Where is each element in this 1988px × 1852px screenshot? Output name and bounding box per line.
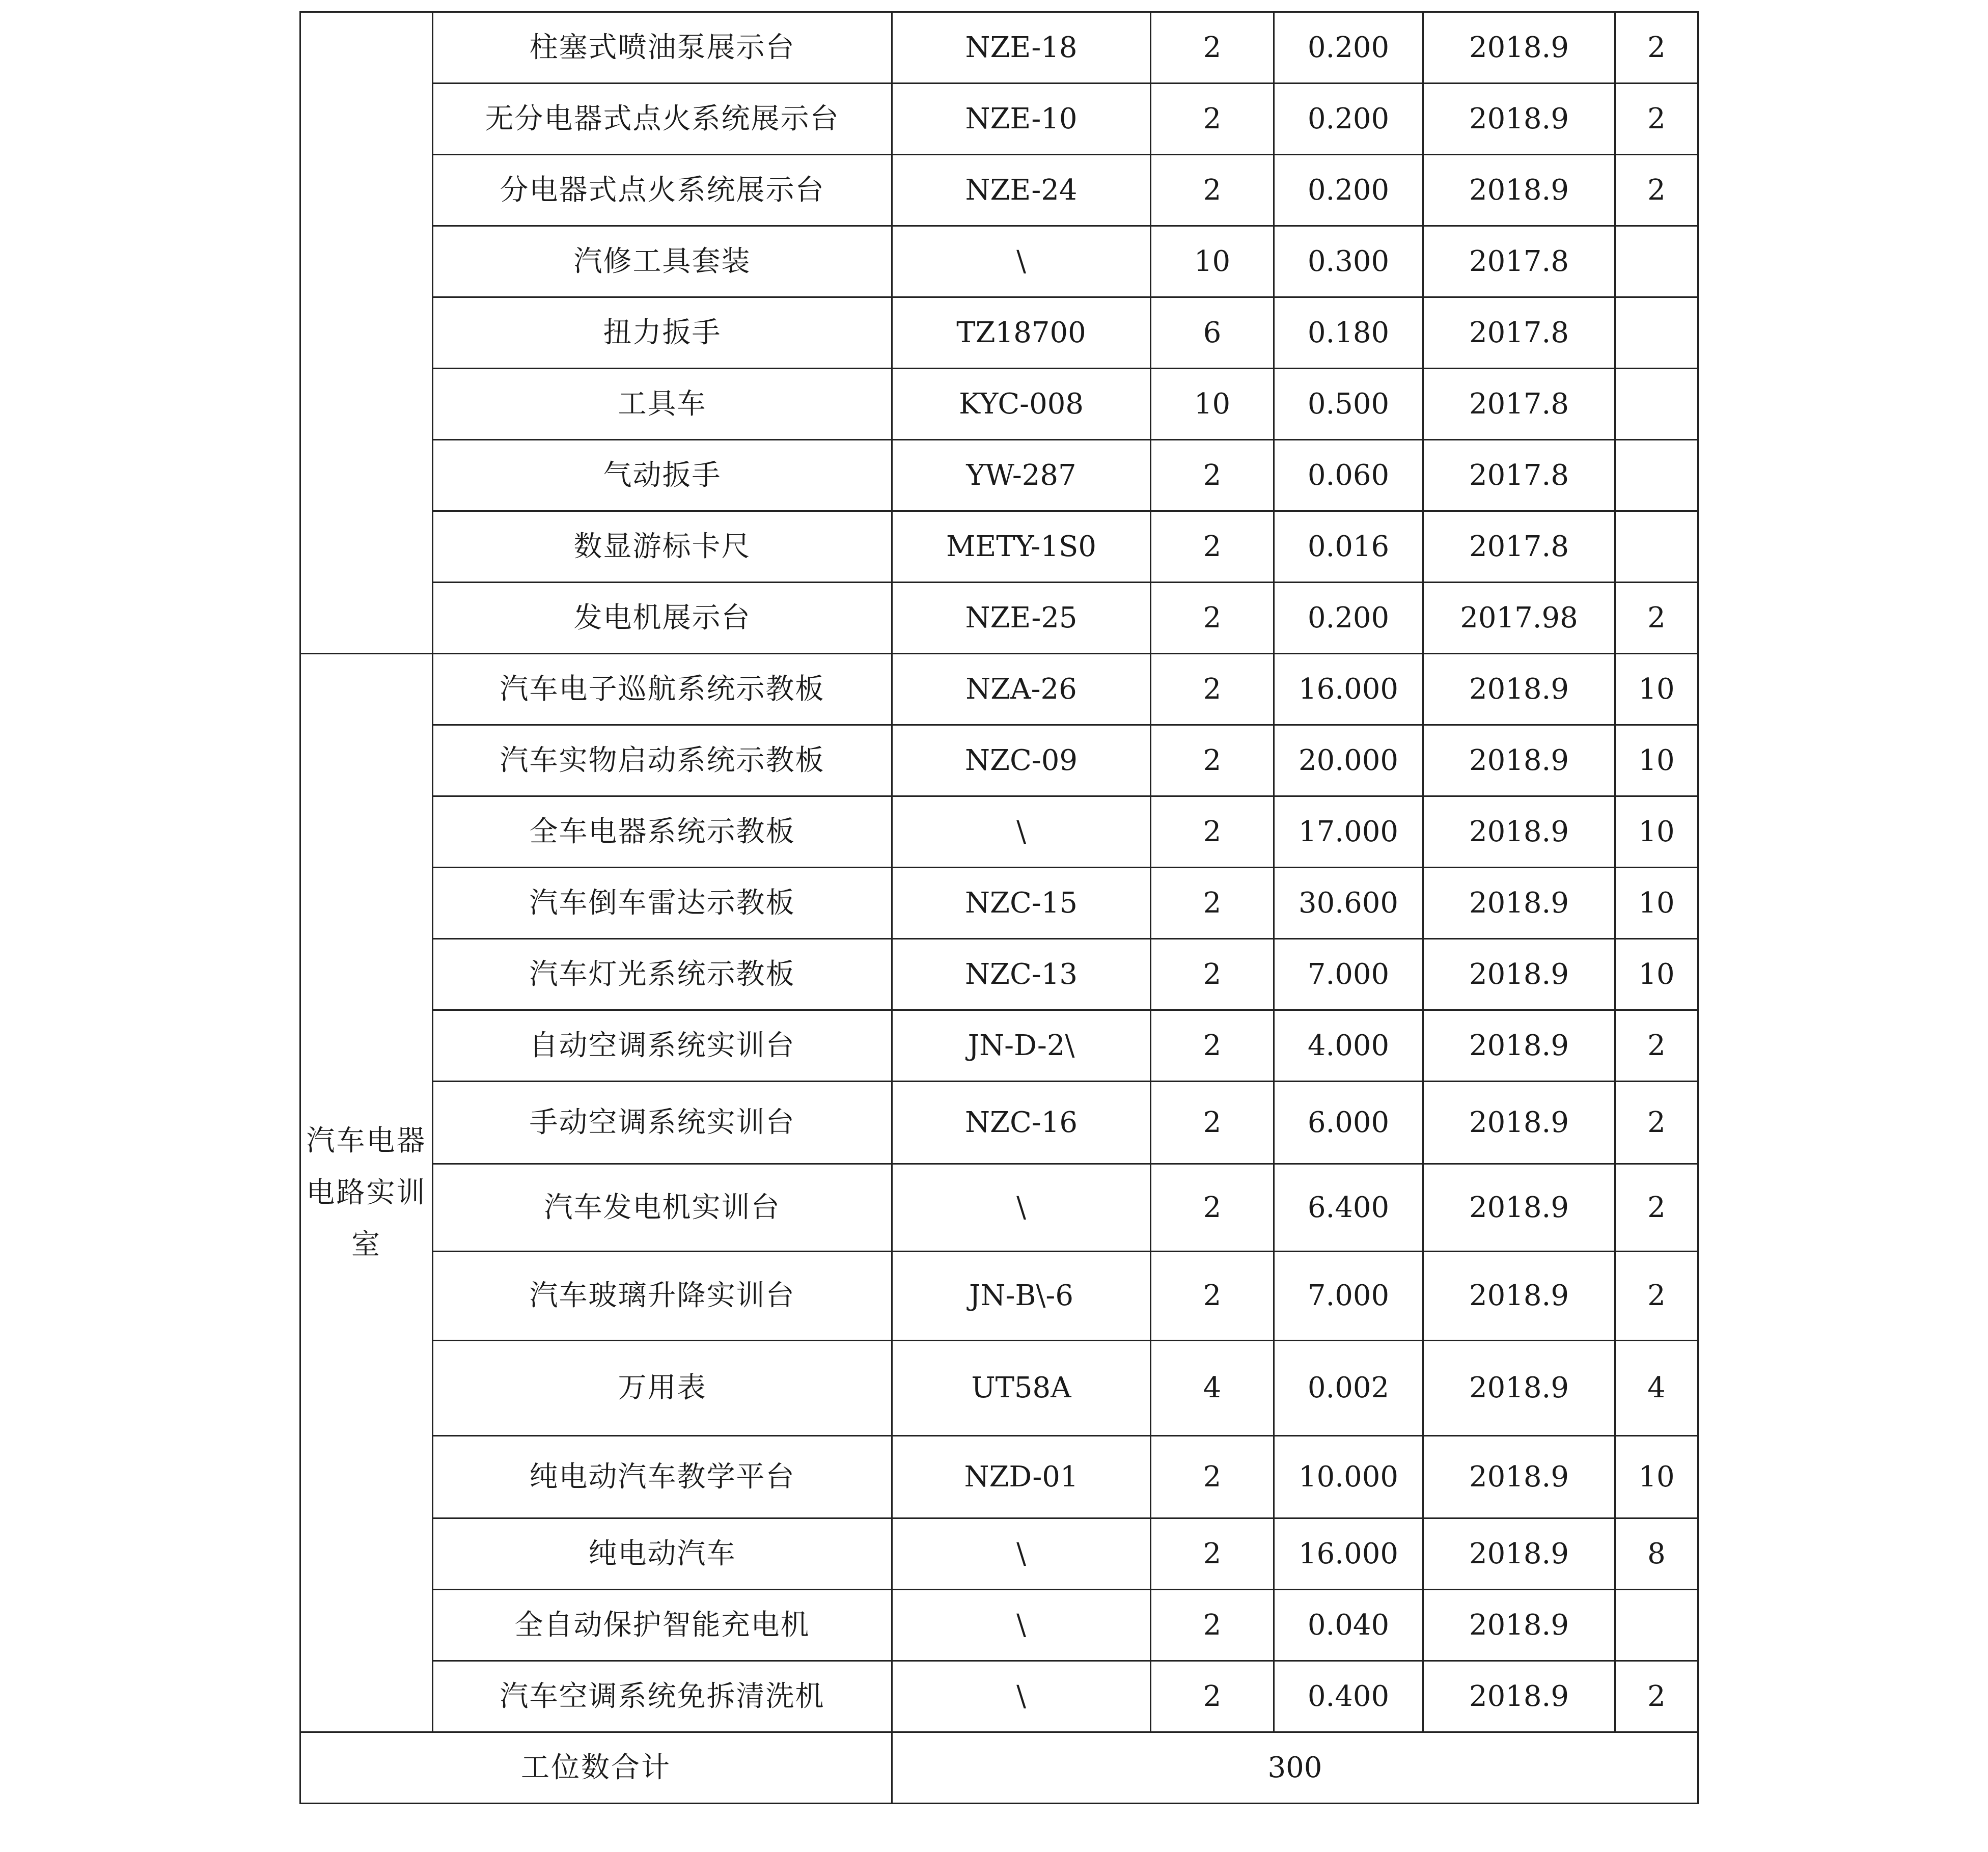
item-stations-cell: 2 [1615, 583, 1698, 654]
table-row [300, 1518, 1698, 1590]
item-stations-cell: 2 [1615, 1010, 1698, 1082]
item-name-cell: 全自动保护智能充电机 [433, 1590, 892, 1661]
item-qty-cell: 2 [1151, 155, 1274, 226]
item-model-cell: \ [892, 1518, 1151, 1590]
item-stations-cell: 2 [1615, 1164, 1698, 1252]
item-model-cell: JN-B\-6 [892, 1252, 1151, 1341]
equipment-table [299, 11, 1699, 1804]
table-row [300, 583, 1698, 654]
table-row [300, 1341, 1698, 1436]
item-date-cell: 2018.9 [1423, 725, 1615, 796]
item-stations-cell: 2 [1615, 12, 1698, 84]
item-date-cell: 2017.8 [1423, 369, 1615, 440]
item-name-cell: 汽车玻璃升降实训台 [433, 1252, 892, 1341]
item-name-cell: 自动空调系统实训台 [433, 1010, 892, 1082]
item-date-cell: 2018.9 [1423, 1082, 1615, 1164]
item-name-cell: 扭力扳手 [433, 297, 892, 369]
item-qty-cell: 2 [1151, 725, 1274, 796]
item-amount-cell: 30.600 [1274, 868, 1423, 939]
item-stations-cell: 10 [1615, 796, 1698, 868]
item-stations-cell [1615, 226, 1698, 297]
item-date-cell: 2018.9 [1423, 1661, 1615, 1732]
item-model-cell: JN-D-2\ [892, 1010, 1151, 1082]
item-model-cell: METY-1S0 [892, 511, 1151, 583]
item-name-cell: 万用表 [433, 1341, 892, 1436]
item-name-cell: 气动扳手 [433, 440, 892, 511]
table-row [300, 511, 1698, 583]
item-model-cell: \ [892, 1164, 1151, 1252]
item-date-cell: 2018.9 [1423, 155, 1615, 226]
item-stations-cell: 2 [1615, 155, 1698, 226]
item-amount-cell: 0.400 [1274, 1661, 1423, 1732]
table-row [300, 1010, 1698, 1082]
item-date-cell: 2018.9 [1423, 1590, 1615, 1661]
item-name-cell: 汽车实物启动系统示教板 [433, 725, 892, 796]
item-date-cell: 2018.9 [1423, 654, 1615, 725]
item-amount-cell: 7.000 [1274, 939, 1423, 1010]
item-qty-cell: 2 [1151, 511, 1274, 583]
item-name-cell: 汽车发电机实训台 [433, 1164, 892, 1252]
item-name-cell: 汽修工具套装 [433, 226, 892, 297]
item-name-cell: 工具车 [433, 369, 892, 440]
item-name-cell: 数显游标卡尺 [433, 511, 892, 583]
item-model-cell: NZE-18 [892, 12, 1151, 84]
item-qty-cell: 2 [1151, 1082, 1274, 1164]
table-row [300, 440, 1698, 511]
item-amount-cell: 0.200 [1274, 12, 1423, 84]
item-model-cell: NZC-16 [892, 1082, 1151, 1164]
item-stations-cell: 2 [1615, 1252, 1698, 1341]
item-amount-cell: 0.060 [1274, 440, 1423, 511]
item-amount-cell: 17.000 [1274, 796, 1423, 868]
item-stations-cell: 10 [1615, 654, 1698, 725]
item-amount-cell: 0.200 [1274, 84, 1423, 155]
item-name-cell: 汽车空调系统免拆清洗机 [433, 1661, 892, 1732]
item-stations-cell: 10 [1615, 939, 1698, 1010]
table-row [300, 1436, 1698, 1518]
item-stations-cell [1615, 297, 1698, 369]
item-amount-cell: 0.002 [1274, 1341, 1423, 1436]
item-stations-cell: 2 [1615, 84, 1698, 155]
item-name-cell: 汽车倒车雷达示教板 [433, 868, 892, 939]
item-model-cell: NZA-26 [892, 654, 1151, 725]
table-row [300, 1252, 1698, 1341]
item-amount-cell: 16.000 [1274, 654, 1423, 725]
item-name-cell: 柱塞式喷油泵展示台 [433, 12, 892, 84]
item-date-cell: 2017.98 [1423, 583, 1615, 654]
item-amount-cell: 0.040 [1274, 1590, 1423, 1661]
item-stations-cell: 10 [1615, 868, 1698, 939]
table-row [300, 939, 1698, 1010]
item-qty-cell: 6 [1151, 297, 1274, 369]
item-date-cell: 2018.9 [1423, 12, 1615, 84]
item-stations-cell: 2 [1615, 1661, 1698, 1732]
item-qty-cell: 4 [1151, 1341, 1274, 1436]
item-amount-cell: 10.000 [1274, 1436, 1423, 1518]
total-label: 工位数合计 [300, 1732, 892, 1804]
item-name-cell: 分电器式点火系统展示台 [433, 155, 892, 226]
table-row [300, 1590, 1698, 1661]
item-name-cell: 汽车灯光系统示教板 [433, 939, 892, 1010]
item-name-cell: 无分电器式点火系统展示台 [433, 84, 892, 155]
item-date-cell: 2017.8 [1423, 297, 1615, 369]
item-model-cell: \ [892, 796, 1151, 868]
item-qty-cell: 2 [1151, 868, 1274, 939]
item-model-cell: NZE-24 [892, 155, 1151, 226]
item-model-cell: YW-287 [892, 440, 1151, 511]
item-model-cell: KYC-008 [892, 369, 1151, 440]
table-row [300, 297, 1698, 369]
item-date-cell: 2018.9 [1423, 84, 1615, 155]
item-amount-cell: 0.500 [1274, 369, 1423, 440]
item-model-cell: TZ18700 [892, 297, 1151, 369]
item-model-cell: NZE-25 [892, 583, 1151, 654]
item-stations-cell: 2 [1615, 1082, 1698, 1164]
item-amount-cell: 16.000 [1274, 1518, 1423, 1590]
item-model-cell: NZC-13 [892, 939, 1151, 1010]
item-amount-cell: 0.200 [1274, 583, 1423, 654]
item-model-cell: \ [892, 1661, 1151, 1732]
item-qty-cell: 2 [1151, 1252, 1274, 1341]
item-model-cell: UT58A [892, 1341, 1151, 1436]
table-row [300, 84, 1698, 155]
item-date-cell: 2018.9 [1423, 939, 1615, 1010]
item-qty-cell: 2 [1151, 12, 1274, 84]
item-amount-cell: 20.000 [1274, 725, 1423, 796]
item-amount-cell: 0.180 [1274, 297, 1423, 369]
table-row [300, 226, 1698, 297]
item-amount-cell: 0.016 [1274, 511, 1423, 583]
item-amount-cell: 4.000 [1274, 1010, 1423, 1082]
item-date-cell: 2017.8 [1423, 440, 1615, 511]
item-name-cell: 手动空调系统实训台 [433, 1082, 892, 1164]
item-qty-cell: 10 [1151, 226, 1274, 297]
item-name-cell: 纯电动汽车教学平台 [433, 1436, 892, 1518]
item-qty-cell: 2 [1151, 1164, 1274, 1252]
item-qty-cell: 2 [1151, 1661, 1274, 1732]
item-qty-cell: 2 [1151, 84, 1274, 155]
table-row [300, 1661, 1698, 1732]
item-model-cell: \ [892, 226, 1151, 297]
item-model-cell: NZC-09 [892, 725, 1151, 796]
total-value: 300 [892, 1732, 1698, 1804]
room-cell-electrical: 汽车电器电路实训室 [300, 654, 433, 1732]
item-qty-cell: 10 [1151, 369, 1274, 440]
item-qty-cell: 2 [1151, 583, 1274, 654]
item-qty-cell: 2 [1151, 440, 1274, 511]
table-row [300, 725, 1698, 796]
item-date-cell: 2018.9 [1423, 868, 1615, 939]
item-date-cell: 2018.9 [1423, 1518, 1615, 1590]
item-qty-cell: 2 [1151, 1436, 1274, 1518]
room-cell-previous [300, 12, 433, 654]
item-amount-cell: 6.000 [1274, 1082, 1423, 1164]
item-name-cell: 发电机展示台 [433, 583, 892, 654]
table-row [300, 12, 1698, 84]
item-qty-cell: 2 [1151, 796, 1274, 868]
total-row [300, 1732, 1698, 1804]
item-qty-cell: 2 [1151, 1518, 1274, 1590]
table-row [300, 868, 1698, 939]
table-row [300, 369, 1698, 440]
item-model-cell: NZD-01 [892, 1436, 1151, 1518]
item-qty-cell: 2 [1151, 654, 1274, 725]
item-date-cell: 2018.9 [1423, 1341, 1615, 1436]
table-row [300, 1164, 1698, 1252]
table-row [300, 155, 1698, 226]
item-date-cell: 2018.9 [1423, 1252, 1615, 1341]
item-date-cell: 2017.8 [1423, 226, 1615, 297]
item-amount-cell: 0.300 [1274, 226, 1423, 297]
item-model-cell: \ [892, 1590, 1151, 1661]
item-name-cell: 纯电动汽车 [433, 1518, 892, 1590]
item-stations-cell: 10 [1615, 725, 1698, 796]
item-date-cell: 2018.9 [1423, 1010, 1615, 1082]
item-stations-cell [1615, 1590, 1698, 1661]
item-qty-cell: 2 [1151, 939, 1274, 1010]
table-row [300, 796, 1698, 868]
table-row [300, 654, 1698, 725]
item-stations-cell: 4 [1615, 1341, 1698, 1436]
item-stations-cell: 8 [1615, 1518, 1698, 1590]
item-qty-cell: 2 [1151, 1010, 1274, 1082]
item-date-cell: 2018.9 [1423, 1164, 1615, 1252]
item-amount-cell: 6.400 [1274, 1164, 1423, 1252]
item-stations-cell [1615, 440, 1698, 511]
item-stations-cell [1615, 369, 1698, 440]
item-amount-cell: 0.200 [1274, 155, 1423, 226]
item-name-cell: 汽车电子巡航系统示教板 [433, 654, 892, 725]
item-model-cell: NZE-10 [892, 84, 1151, 155]
item-date-cell: 2018.9 [1423, 1436, 1615, 1518]
item-date-cell: 2017.8 [1423, 511, 1615, 583]
item-amount-cell: 7.000 [1274, 1252, 1423, 1341]
item-date-cell: 2018.9 [1423, 796, 1615, 868]
item-name-cell: 全车电器系统示教板 [433, 796, 892, 868]
item-model-cell: NZC-15 [892, 868, 1151, 939]
table-row [300, 1082, 1698, 1164]
item-stations-cell: 10 [1615, 1436, 1698, 1518]
item-qty-cell: 2 [1151, 1590, 1274, 1661]
item-stations-cell [1615, 511, 1698, 583]
